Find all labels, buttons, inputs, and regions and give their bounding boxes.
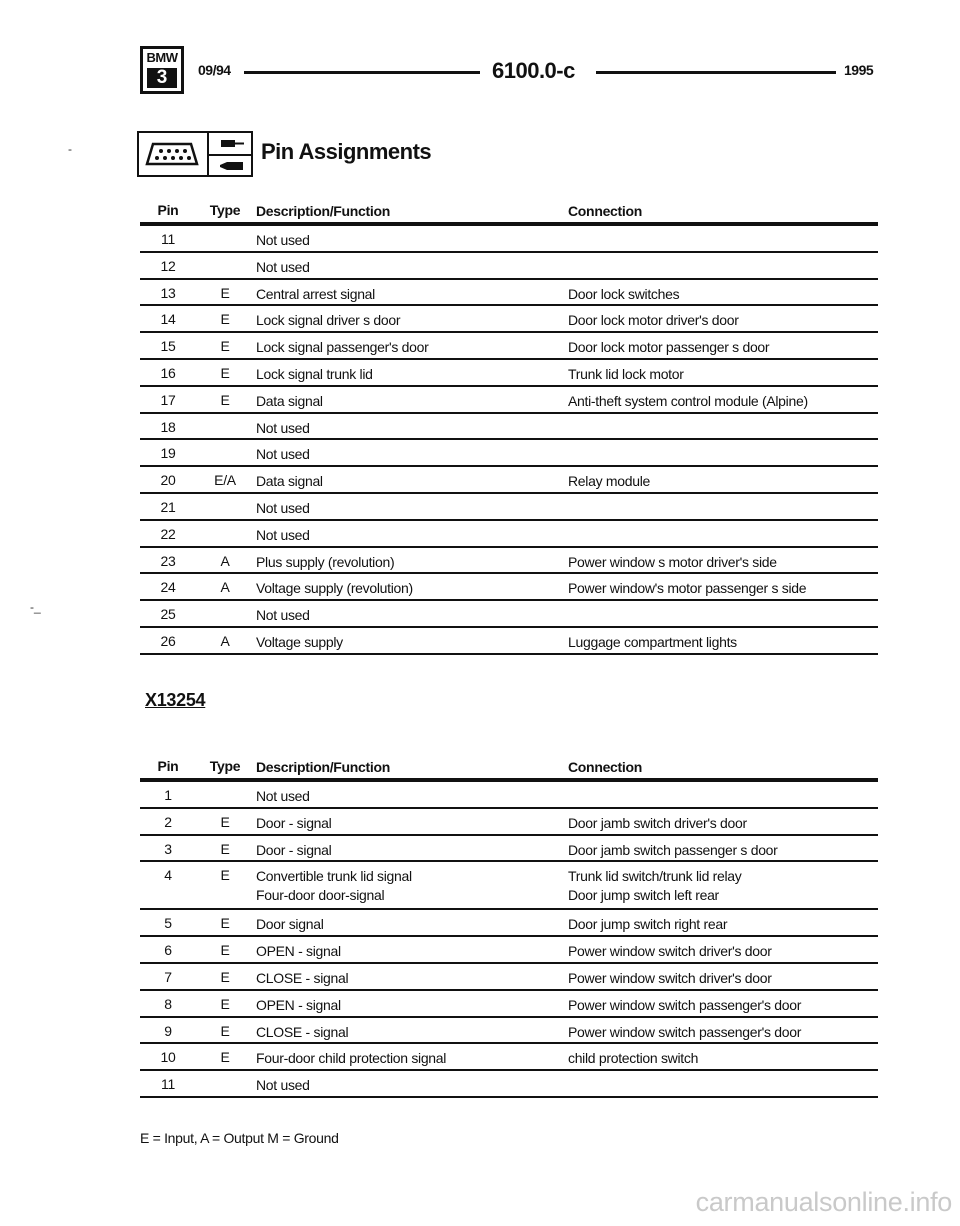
description-cell: CLOSE - signal <box>256 1023 349 1040</box>
description-cell: Not used <box>256 499 310 516</box>
table-row <box>140 937 878 964</box>
type-cell: E <box>220 840 230 857</box>
pin-cell: 4 <box>164 867 172 884</box>
connection-cell: Luggage compartment lights <box>568 633 737 650</box>
type-cell: E <box>220 391 230 408</box>
description-cell: Data signal <box>256 392 323 409</box>
type-cell: E <box>220 995 230 1012</box>
description-cell: Lock signal passenger's door <box>256 339 429 356</box>
description-cell: Not used <box>256 232 310 248</box>
pin-cell: 19 <box>160 445 176 462</box>
type-cell: E <box>220 867 230 884</box>
connection-cell-line2: Door jump switch left rear <box>568 887 719 904</box>
col-connection: Connection <box>568 759 642 775</box>
description-cell: CLOSE - signal <box>256 969 349 986</box>
pin-table-2 <box>140 756 878 1098</box>
type-cell: E <box>220 311 230 328</box>
description-cell: Voltage supply <box>256 633 343 650</box>
header-year: 1995 <box>844 62 874 78</box>
type-cell: E <box>220 942 230 959</box>
type-cell: E <box>220 813 230 830</box>
col-type: Type <box>209 758 241 774</box>
pin-cell: 8 <box>164 995 172 1012</box>
description-cell: Not used <box>256 446 310 463</box>
type-cell: A <box>220 579 230 596</box>
pin-cell: 24 <box>160 579 176 596</box>
connection-cell: Power window's motor passenger s side <box>568 580 807 597</box>
type-cell: E <box>220 338 230 355</box>
pin-cell: 11 <box>161 1076 175 1093</box>
table-row <box>140 809 878 836</box>
pin-cell: 15 <box>160 338 176 355</box>
table-row <box>140 628 878 655</box>
table-row <box>140 548 878 575</box>
table-row <box>140 306 878 333</box>
pin-cell: 26 <box>160 632 176 649</box>
pin-cell: 10 <box>160 1049 176 1066</box>
section-icon-box <box>137 131 253 177</box>
table-row <box>140 991 878 1018</box>
connection-cell: Door lock motor driver's door <box>568 312 739 329</box>
pin-cell: 21 <box>160 498 176 515</box>
col-connection: Connection <box>568 203 642 219</box>
table-row <box>140 862 878 910</box>
logo-brand: BMW <box>146 50 178 65</box>
pin-cell: 17 <box>160 391 176 408</box>
connection-cell: Power window switch driver's door <box>568 943 772 960</box>
table-row <box>140 253 878 280</box>
logo-series: 3 <box>147 68 177 88</box>
pin-cell: 25 <box>160 606 176 623</box>
connection-cell: child protection switch <box>568 1050 699 1067</box>
header-rule-right <box>596 71 836 74</box>
pin-cell: 5 <box>164 915 172 932</box>
description-cell: OPEN - signal <box>256 943 341 960</box>
connection-cell: Anti-theft system control module (Alpine) <box>568 392 808 409</box>
legend: E = Input, A = Output M = Ground <box>140 1130 339 1146</box>
pin-cell: 20 <box>160 472 176 489</box>
col-description: Description/Function <box>256 203 391 219</box>
pin-table-1 <box>140 200 878 655</box>
type-cell: E <box>220 284 230 301</box>
plug-icon <box>219 139 245 148</box>
section-title <box>137 131 637 177</box>
table-row <box>140 601 878 628</box>
socket-icon <box>219 161 245 171</box>
connection-cell: Relay module <box>568 473 650 490</box>
description-cell: Not used <box>256 258 310 275</box>
pin-cell: 1 <box>164 787 172 803</box>
description-cell-line2: Four-door door-signal <box>256 887 385 904</box>
connection-cell: Power window switch passenger's door <box>568 996 802 1013</box>
description-cell: Central arrest signal <box>256 285 375 302</box>
type-cell: E/A <box>214 472 236 489</box>
description-cell: Convertible trunk lid signal <box>256 868 412 885</box>
pin-cell: 11 <box>161 231 175 247</box>
table-row <box>140 521 878 548</box>
connection-cell: Power window switch driver's door <box>568 969 772 986</box>
connection-cell: Trunk lid lock motor <box>568 365 684 382</box>
description-cell: Not used <box>256 526 310 543</box>
header-rule-left <box>244 71 480 74</box>
table-row <box>140 467 878 494</box>
connection-cell: Door jump switch right rear <box>568 916 728 933</box>
pin-cell: 9 <box>164 1022 172 1039</box>
document-code: 6100.0-c <box>492 58 575 83</box>
table-row <box>140 964 878 991</box>
description-cell: Plus supply (revolution) <box>256 553 395 570</box>
connection-cell: Power window switch passenger's door <box>568 1023 802 1040</box>
description-cell: Four-door child protection signal <box>256 1050 447 1067</box>
type-cell: E <box>220 1022 230 1039</box>
pin-cell: 13 <box>160 284 176 301</box>
pin-cell: 6 <box>164 942 172 959</box>
pin-cell: 3 <box>164 840 172 857</box>
table-row <box>140 280 878 307</box>
col-pin: Pin <box>157 202 179 218</box>
description-cell: Not used <box>256 788 310 804</box>
description-cell: OPEN - signal <box>256 996 341 1013</box>
type-cell: E <box>220 968 230 985</box>
table-row <box>140 836 878 863</box>
connection-cell: Door lock switches <box>568 285 680 302</box>
pin-cell: 23 <box>160 552 176 569</box>
connection-cell: Door jamb switch driver's door <box>568 814 747 831</box>
type-cell: E <box>220 915 230 932</box>
pin-cell: 22 <box>160 525 176 542</box>
connection-cell: Trunk lid switch/trunk lid relay <box>568 868 742 885</box>
table-row <box>140 1071 878 1098</box>
table-row <box>140 1044 878 1071</box>
connection-cell: Door jamb switch passenger s door <box>568 841 778 858</box>
margin-mark: - <box>68 142 72 156</box>
description-cell: Not used <box>256 607 310 624</box>
connector-icon <box>145 141 199 167</box>
margin-mark: -_ <box>30 600 41 614</box>
description-cell: Voltage supply (revolution) <box>256 580 413 597</box>
col-type: Type <box>209 202 241 218</box>
type-cell: A <box>220 552 230 569</box>
table-row <box>140 494 878 521</box>
description-cell: Data signal <box>256 473 323 490</box>
table-row <box>140 1018 878 1045</box>
bmw-3-series-logo <box>140 46 184 94</box>
page-header <box>140 46 880 96</box>
type-cell: E <box>220 364 230 381</box>
pin-cell: 16 <box>160 364 176 381</box>
table-header <box>140 756 878 778</box>
description-cell: Door - signal <box>256 841 332 858</box>
description-cell: Not used <box>256 1077 310 1094</box>
table-row <box>140 440 878 467</box>
type-cell: A <box>220 632 230 649</box>
description-cell: Lock signal driver s door <box>256 312 401 329</box>
col-description: Description/Function <box>256 759 391 775</box>
table-body <box>140 226 878 655</box>
connector-label: X13254 <box>145 690 206 710</box>
table-row <box>140 910 878 937</box>
connection-cell: Door lock motor passenger s door <box>568 339 770 356</box>
description-cell: Lock signal trunk lid <box>256 365 373 382</box>
description-cell: Not used <box>256 419 310 436</box>
table-row <box>140 414 878 441</box>
table-body <box>140 782 878 1098</box>
table-row <box>140 333 878 360</box>
description-cell: Door - signal <box>256 814 332 831</box>
type-cell: E <box>220 1049 230 1066</box>
section-heading: Pin Assignments <box>261 139 432 164</box>
description-cell: Door signal <box>256 916 324 933</box>
col-pin: Pin <box>157 758 179 774</box>
watermark: carmanualsonline.info <box>695 1187 952 1217</box>
pin-cell: 14 <box>160 311 176 328</box>
table-row <box>140 574 878 601</box>
pin-cell: 12 <box>160 257 176 274</box>
pin-cell: 7 <box>164 968 172 985</box>
table-header <box>140 200 878 222</box>
table-row <box>140 387 878 414</box>
table-row <box>140 226 878 253</box>
pin-cell: 18 <box>160 418 176 435</box>
table-row <box>140 782 878 809</box>
table-row <box>140 360 878 387</box>
header-date: 09/94 <box>198 62 231 78</box>
connection-cell: Power window s motor driver's side <box>568 553 777 570</box>
pin-cell: 2 <box>164 813 172 830</box>
